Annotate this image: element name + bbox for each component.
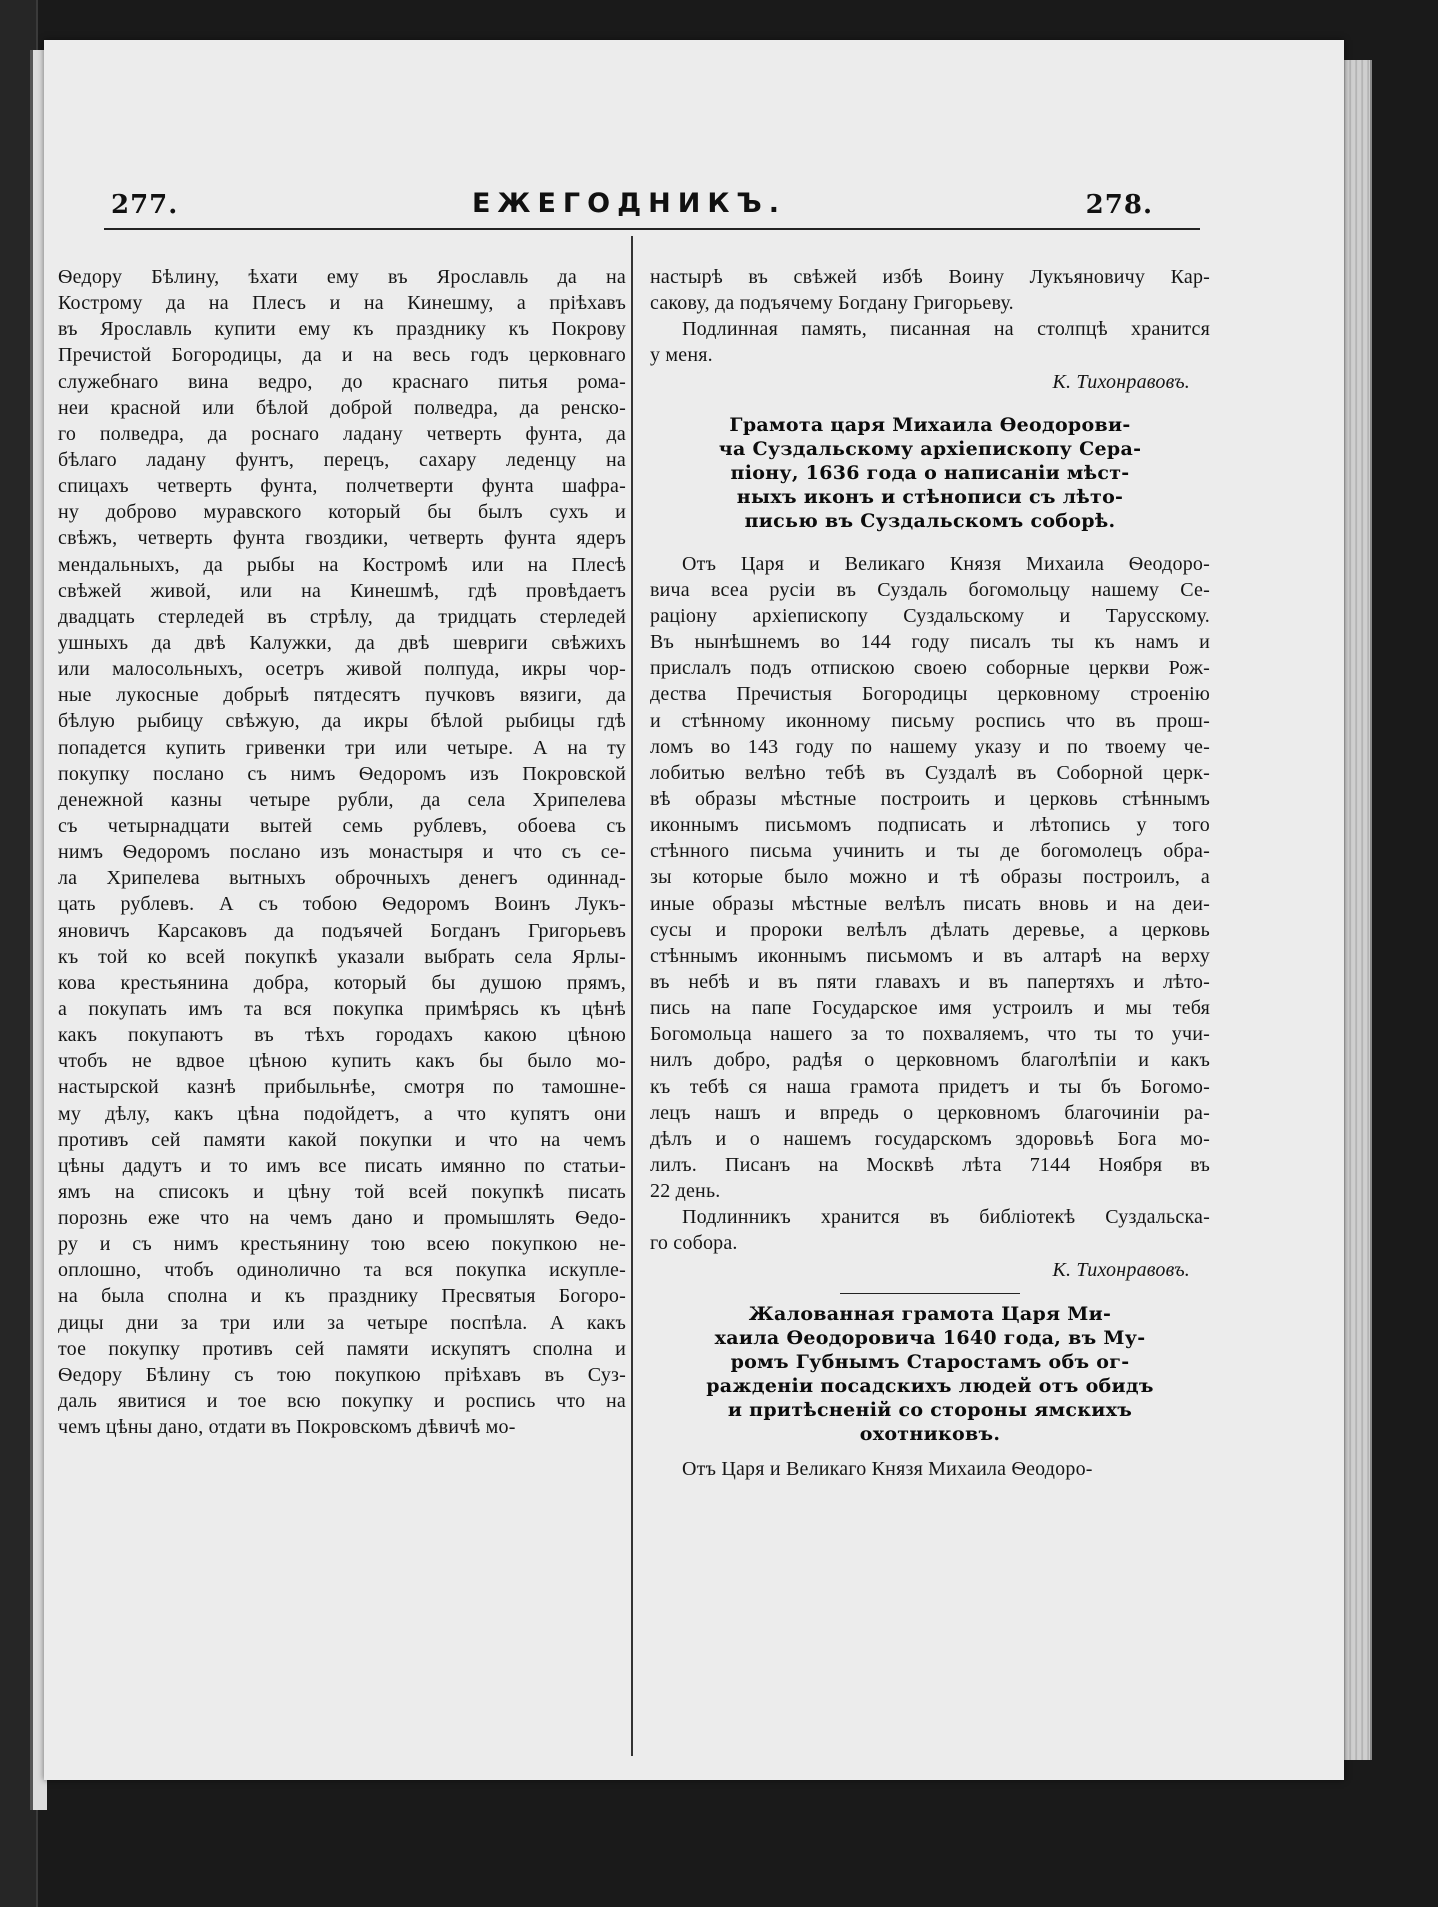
text-line: иконнымъ письмомъ подписать и лѣтопись у того <box>650 814 1210 837</box>
text-line: настырской казнѣ прибыльнѣе, смотря по тамошне- <box>58 1076 626 1099</box>
text-line: оплошно, чтобъ одинолично та вся покупка искупле- <box>58 1259 626 1282</box>
text-line: лецъ нашъ и впредь о церковномъ благочиніи ра- <box>650 1101 1210 1124</box>
text-line: Отъ Царя и Великаго Князя Михаила Ѳеодоро- <box>682 1457 1093 1480</box>
text-line: стѣннымъ иконнымъ письмомъ и въ алтарѣ на верху <box>650 944 1210 967</box>
text-line: раціону архіепископу Суздальскому и Тарусскому. <box>650 604 1210 627</box>
spacer <box>650 533 1210 551</box>
text-line: на была сполна и къ празднику Пресвятыя Богоро- <box>58 1285 626 1308</box>
signature: К. Тихонравовъ. <box>1052 1258 1190 1281</box>
text-line: въ небѣ и въ пяти главахъ и въ папертяхъ и лѣто- <box>650 970 1210 993</box>
text-line: чемъ цѣны дано, отдати въ Покровскомъ дѣвичѣ мо- <box>58 1416 516 1439</box>
text-line: зы которые было можно и тѣ образы построилъ, а <box>650 866 1210 889</box>
text-line: ну доброво муравского который бы былъ сухъ и <box>58 501 626 524</box>
section-heading-line: охотниковъ. <box>859 1422 1001 1445</box>
text-line: а покупать имъ та вся покупка примѣрясь къ цѣнѣ <box>58 997 626 1020</box>
text-line: вича всеа русіи въ Суздаль богомольцу нашему Се- <box>650 578 1210 601</box>
text-line: къ той ко всей покупкѣ указали выбрать села Ярлы- <box>58 945 626 968</box>
text-line: цать рублевъ. А съ тобою Ѳедоромъ Воинъ Лукъ- <box>58 893 626 916</box>
text-line: ломъ во 143 году по нашему указу и по твоему че- <box>650 735 1210 758</box>
text-line: или малосольныхъ, осетръ живой полпуда, икры чор- <box>58 658 626 681</box>
text-line: стѣнного письма учинить и ты де богомолецъ обра- <box>650 840 1210 863</box>
text-line: му дѣлу, какъ цѣна подойдетъ, а что купятъ они <box>58 1102 626 1125</box>
spacer <box>650 1446 1210 1456</box>
text-line: ные лукосные добрыѣ пятдесятъ пучковъ вязиги, да <box>58 684 626 707</box>
text-line: денежной казны четыре рубли, да села Хрипелева <box>58 788 626 811</box>
page-number-left: 277. <box>111 190 179 220</box>
text-line: лобитью велѣно тебѣ въ Суздалѣ въ Соборной церк- <box>650 761 1210 784</box>
text-line: пись на папе Государское имя устроилъ и мы тебя <box>650 997 1210 1020</box>
text-line: дества Пречистыя Богородицы церковному строенію <box>650 683 1210 706</box>
text-line: вѣ образы мѣстные построить и церковь стѣннымъ <box>650 787 1210 810</box>
page-header <box>57 150 1201 220</box>
text-line: съ четырнадцати вытей семь рублевъ, обоева съ <box>58 814 626 837</box>
text-line: дѣлъ и о нашемъ государскомъ здоровьѣ Бога мо- <box>650 1127 1210 1150</box>
text-line: бѣлую рыбицу свѣжую, да икры бѣлой рыбицы гдѣ <box>58 710 626 733</box>
spacer <box>650 395 1210 413</box>
section-heading-line: ча Суздальскому архіепископу Сера- <box>718 437 1142 460</box>
source-note-line: го собора. <box>650 1232 738 1255</box>
text-line: и стѣнному иконному письму роспись что въ прош- <box>650 709 1210 732</box>
text-line: цѣны дадутъ и то имъ все писать имянно по статьи- <box>58 1154 626 1177</box>
source-note-line: Подлинная память, писанная на столпцѣ хранится <box>682 318 1210 341</box>
text-line: ушныхъ да двѣ Калужки, да двѣ шевриги свѣжихъ <box>58 631 626 654</box>
text-line: настырѣ въ свѣжей избѣ Воину Лукъяновичу Кар- <box>650 266 1210 288</box>
text-line: Пречистой Богородицы, да и на весь годъ церковнаго <box>58 344 626 367</box>
text-line: ла Хрипелева вытныхъ оброчныхъ денегъ одиннад- <box>58 867 626 890</box>
text-line: противъ сей памяти какой покупки и что на чемъ <box>58 1128 626 1151</box>
running-title: ЕЖЕГОДНИКЪ. <box>471 188 787 219</box>
text-line: иные образы мѣстные велѣлъ писать вновь и на деи- <box>650 892 1210 915</box>
text-line: нимъ Ѳедоромъ послано изъ монастыря и что съ се- <box>58 841 626 864</box>
text-line: въ Ярославль купити ему къ празднику къ Покрову <box>58 318 626 341</box>
section-heading-line: ражденіи посадскихъ людей отъ обидъ <box>706 1374 1154 1397</box>
text-line: Ѳедору Бѣлину, ѣхати ему въ Ярославль да на <box>58 266 626 288</box>
text-line: свѣжъ, четверть фунта гвоздики, четверть фунта ядеръ <box>58 527 626 550</box>
page-number-right: 278. <box>1085 190 1153 220</box>
section-heading-line: Жалованная грамота Царя Ми- <box>748 1302 1112 1325</box>
column-divider <box>631 236 633 1756</box>
left-column <box>58 264 626 1440</box>
text-line: яновичъ Карсаковъ да подъячей Богданъ Григорьевъ <box>58 919 626 942</box>
text-line: прислалъ подъ отпискою своею соборные церкви Рож- <box>650 657 1210 680</box>
text-line: къ тебѣ ся наша грамота придетъ и ты бъ Богомо- <box>650 1075 1210 1098</box>
text-line: го полведра, да роснаго ладану четверть фунта, да <box>58 422 626 445</box>
text-line: бѣлаго ладану фунтъ, перецъ, сахару леденцу на <box>58 448 626 471</box>
text-line: 22 день. <box>650 1180 721 1203</box>
text-line: дицы дни за три или за четыре поспѣла. А какъ <box>58 1311 626 1334</box>
section-heading-line: писью въ Суздальскомъ соборѣ. <box>744 509 1116 532</box>
section-heading-line: піону, 1636 года о написаніи мѣст- <box>730 461 1130 484</box>
text-line: нилъ добро, радѣя о церковномъ благолѣпіи и какъ <box>650 1049 1210 1072</box>
text-line: ямъ на списокъ и цѣну той всей покупкѣ писать <box>58 1180 626 1203</box>
right-column <box>650 264 1210 1482</box>
signature: К. Тихонравовъ. <box>1052 370 1190 393</box>
source-note-line: Подлинникъ хранится въ библіотекѣ Суздальска- <box>682 1206 1210 1229</box>
text-line: Ѳедору Бѣлину съ тою покупкою пріѣхавъ въ Суз- <box>58 1363 626 1386</box>
text-line: покупку послано съ нимъ Ѳедоромъ изъ Покровской <box>58 762 626 785</box>
text-line: двадцать стерледей въ стрѣлу, да тридцать стерледей <box>58 605 626 628</box>
text-line: тое покупку противъ сей памяти искупятъ сполна и <box>58 1337 626 1360</box>
text-line: лилъ. Писанъ на Москвѣ лѣта 7144 Ноября въ <box>650 1153 1210 1176</box>
section-heading-line: Грамота царя Михаила Ѳеодорови- <box>729 413 1131 436</box>
text-line: неи красной или бѣлой доброй полведра, да ренско- <box>58 396 626 419</box>
header-rule <box>104 228 1200 230</box>
text-line: сусы и пророки велѣлъ дѣлать деревье, а церковь <box>650 918 1210 941</box>
section-heading-line: хаила Ѳеодоровича 1640 года, въ Му- <box>714 1326 1146 1349</box>
text-line: служебнаго вина ведро, до краснаго питья рома- <box>58 370 626 393</box>
text-line: спицахъ четверть фунта, полчетверти фунта шафра- <box>58 475 626 498</box>
text-line: даль явитися и тое всю покупку и роспись что на <box>58 1390 626 1413</box>
text-line: Богомольца нашего за то похваляемъ, что ты то учи- <box>650 1023 1210 1046</box>
text-line: ру и съ нимъ крестьянину тою всею покупкою не- <box>58 1233 626 1256</box>
section-heading-line: ромъ Губнымъ Старостамъ объ ог- <box>730 1350 1130 1373</box>
text-line: Въ нынѣшнемъ во 144 году писалъ ты къ намъ и <box>650 631 1210 654</box>
source-note-line: у меня. <box>650 344 713 367</box>
text-line: сакову, да подъячему Богдану Григорьеву. <box>650 292 1014 315</box>
text-line: свѣжей живой, или на Кинешмѣ, гдѣ провѣдаетъ <box>58 579 626 602</box>
text-line: порознь еже что на чемъ дано и промышлять Ѳедо- <box>58 1207 626 1230</box>
text-line: попадется купить гривенки три или четыре. А на ту <box>58 736 626 759</box>
section-separator <box>840 1293 1020 1294</box>
text-line: кова крестьянина добра, который бы душою прямъ, <box>58 971 626 994</box>
text-line: Отъ Царя и Великаго Князя Михаила Ѳеодоро- <box>682 552 1210 575</box>
text-line: Кострому да на Плесъ и на Кинешму, а пріѣхавъ <box>58 292 626 315</box>
section-heading-line: ныхъ иконъ и стѣнописи съ лѣто- <box>736 485 1124 508</box>
section-heading-line: и притѣсненій со стороны ямскихъ <box>727 1398 1133 1421</box>
page-stack-edge <box>1340 60 1372 1760</box>
text-line: мендальныхъ, да рыбы на Костромѣ или на Плесѣ <box>58 553 626 576</box>
text-line: какъ покупаютъ въ тѣхъ городахъ какою цѣною <box>58 1024 626 1047</box>
text-line: чтобъ не вдвое цѣною купить какъ бы было мо- <box>58 1050 626 1073</box>
